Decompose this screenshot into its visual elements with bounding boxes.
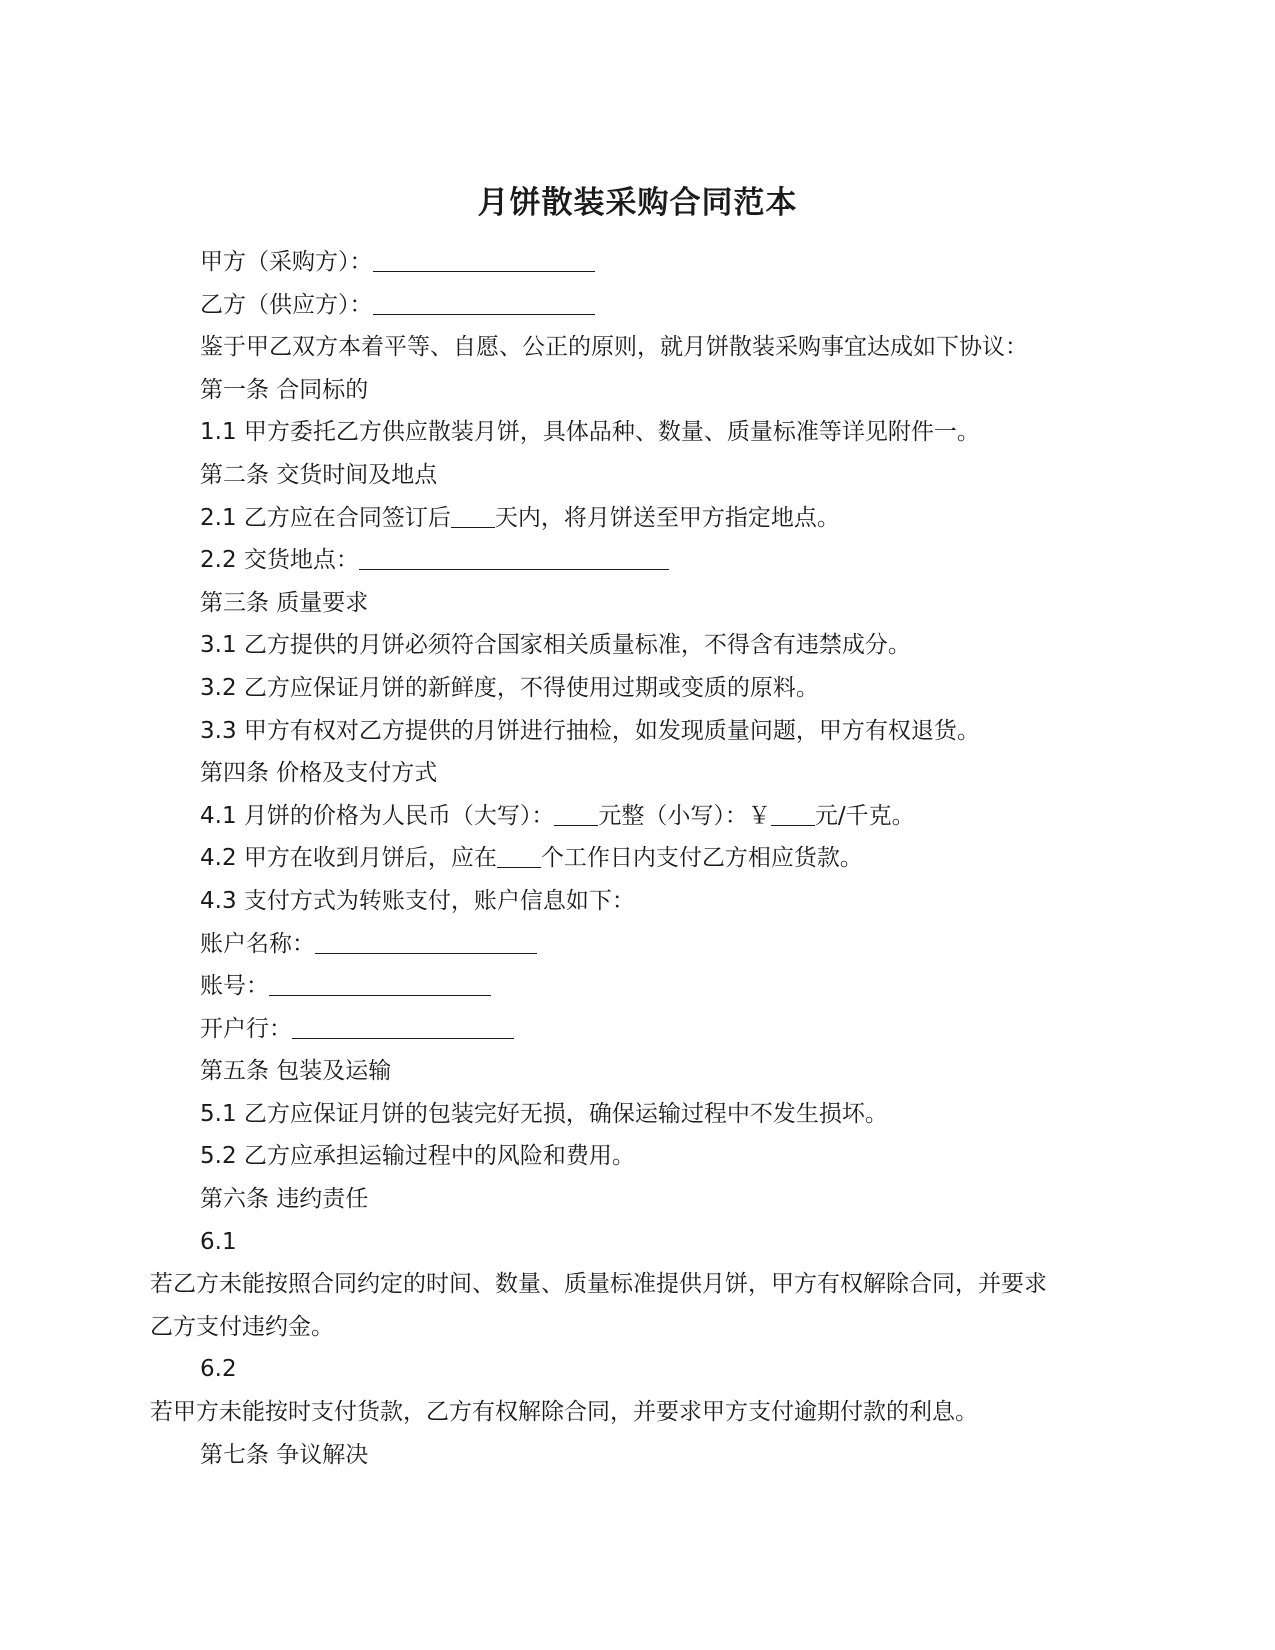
article-7-heading: 第七条 争议解决 xyxy=(200,1441,369,1468)
clause-2-1 xyxy=(0,497,1275,540)
clause-3-1: 3.1 乙方提供的月饼必须符合国家相关质量标准，不得含有违禁成分。 xyxy=(200,632,911,659)
account-name-blank xyxy=(315,929,537,954)
article-5-heading: 第五条 包装及运输 xyxy=(200,1058,392,1085)
delivery-place-blank xyxy=(359,545,669,570)
bank-line xyxy=(0,1008,1275,1051)
price-text-a: 4.1 月饼的价格为人民币（大写）： xyxy=(200,802,555,829)
clause-6-1-text-line2: 乙方支付违约金。 xyxy=(150,1313,334,1340)
party-b-blank xyxy=(373,290,595,315)
page-title: 月饼散装采购合同范本 xyxy=(477,185,798,221)
article-6-heading: 第六条 违约责任 xyxy=(200,1186,369,1213)
article-4-heading: 第四条 价格及支付方式 xyxy=(200,760,438,787)
intro-paragraph: 鉴于甲乙双方本着平等、自愿、公正的原则，就月饼散装采购事宜达成如下协议： xyxy=(200,334,1028,361)
clause-1-1: 1.1 甲方委托乙方供应散装月饼，具体品种、数量、质量标准等详见附件一。 xyxy=(200,419,980,446)
price-words-blank xyxy=(554,801,598,826)
account-name-label: 账户名称： xyxy=(200,930,315,957)
clause-3-3: 3.3 甲方有权对乙方提供的月饼进行抽检，如发现质量问题，甲方有权退货。 xyxy=(200,717,980,744)
article-3-heading: 第三条 质量要求 xyxy=(200,589,369,616)
payment-days-blank xyxy=(497,843,541,868)
account-number-label: 账号： xyxy=(200,973,269,1000)
clause-4-1 xyxy=(0,795,1275,838)
clause-6-1-number: 6.1 xyxy=(200,1228,237,1255)
clause-6-1-text-line1: 若乙方未能按照合同约定的时间、数量、质量标准提供月饼，甲方有权解除合同，并要求 xyxy=(150,1271,1047,1298)
clause-2-1-text-b: 天内，将月饼送至甲方指定地点。 xyxy=(494,504,840,531)
clause-2-1-text-a: 2.1 乙方应在合同签订后 xyxy=(200,504,451,531)
account-number-blank xyxy=(269,971,491,996)
clause-2-2 xyxy=(0,539,1275,582)
clause-4-3: 4.3 支付方式为转账支付，账户信息如下： xyxy=(200,887,635,914)
delivery-days-blank xyxy=(451,503,495,528)
account-name-line xyxy=(0,923,1275,966)
party-a-blank xyxy=(373,247,595,272)
clause-4-2 xyxy=(0,837,1275,880)
clause-6-2-number: 6.2 xyxy=(200,1356,237,1383)
account-number-line xyxy=(0,965,1275,1008)
delivery-place-label: 2.2 交货地点： xyxy=(200,547,359,574)
price-number-blank xyxy=(771,801,815,826)
clause-4-2-text-b: 个工作日内支付乙方相应货款。 xyxy=(540,845,863,872)
contract-body xyxy=(0,241,1275,1476)
clause-5-1: 5.1 乙方应保证月饼的包装完好无损，确保运输过程中不发生损坏。 xyxy=(200,1100,888,1127)
party-b-label: 乙方（供应方）： xyxy=(200,291,373,318)
clause-5-2: 5.2 乙方应承担运输过程中的风险和费用。 xyxy=(200,1143,635,1170)
bank-label: 开户行： xyxy=(200,1015,292,1042)
price-text-c: 元/千克。 xyxy=(814,802,915,829)
party-a-line xyxy=(0,241,1275,284)
clause-3-2: 3.2 乙方应保证月饼的新鲜度，不得使用过期或变质的原料。 xyxy=(200,674,819,701)
article-1-heading: 第一条 合同标的 xyxy=(200,376,369,403)
price-text-b: 元整（小写）：￥ xyxy=(598,802,771,829)
article-2-heading: 第二条 交货时间及地点 xyxy=(200,461,438,488)
party-b-line xyxy=(0,284,1275,327)
clause-4-2-text-a: 4.2 甲方在收到月饼后，应在 xyxy=(200,845,497,872)
party-a-label: 甲方（采购方）： xyxy=(200,249,373,275)
bank-blank xyxy=(292,1014,514,1039)
clause-6-2-text: 若甲方未能按时支付货款，乙方有权解除合同，并要求甲方支付逾期付款的利息。 xyxy=(150,1399,978,1426)
